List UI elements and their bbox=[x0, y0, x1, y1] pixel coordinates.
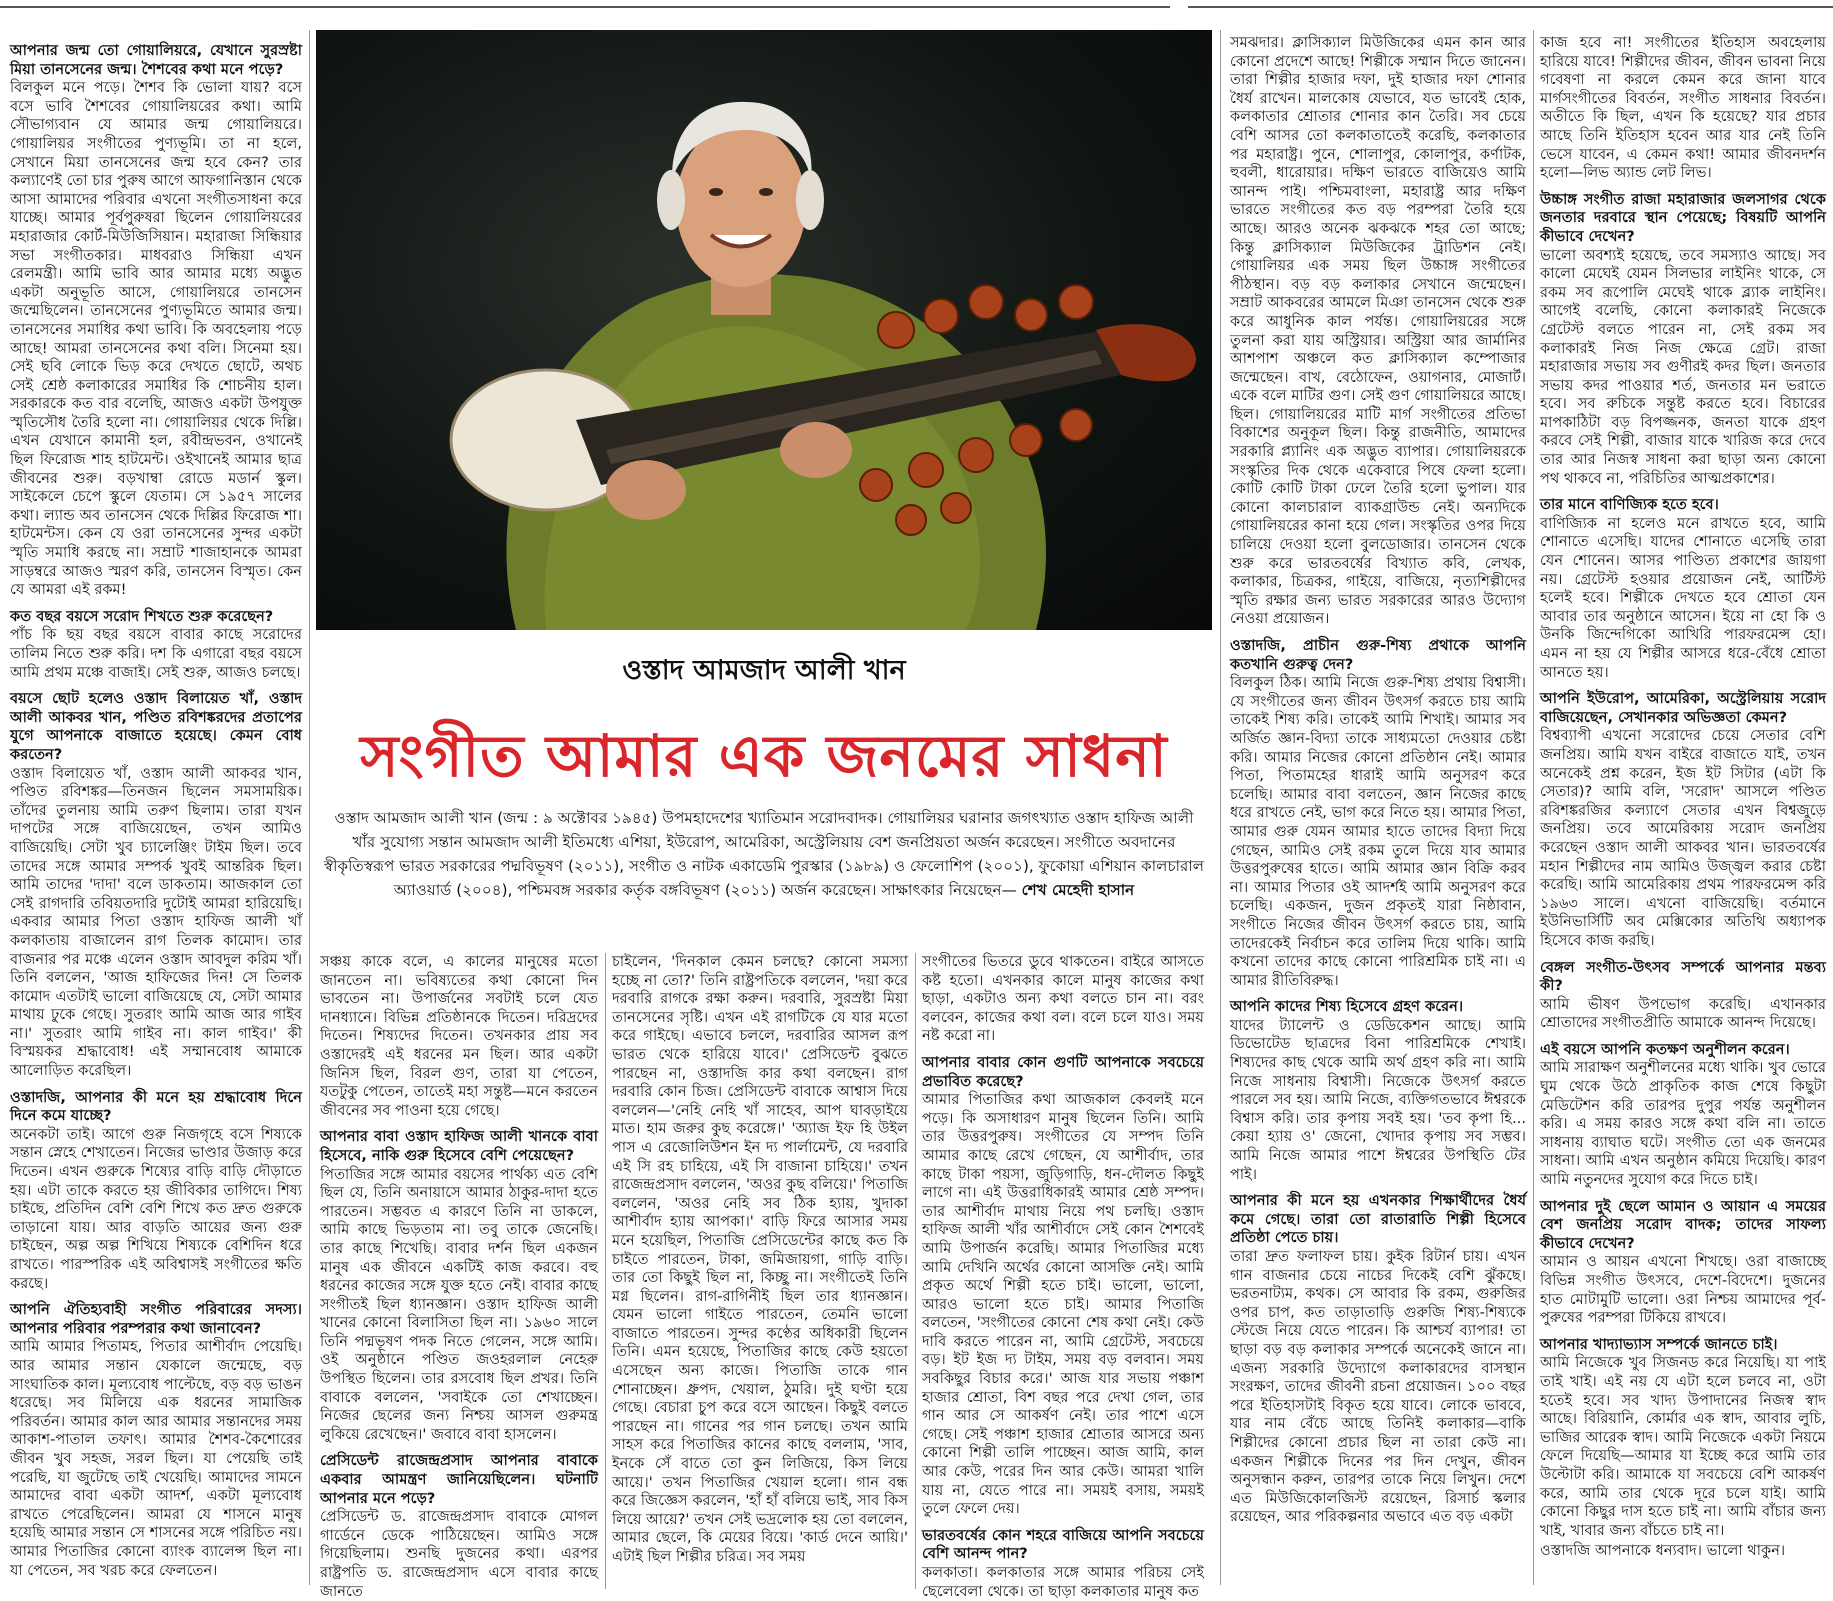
answer: প্রেসিডেন্ট ড. রাজেন্দ্রপ্রসাদ বাবাকে মোগল গার্ডেনে ডেকে পাঠিয়েছেন। আমিও সঙ্গে গিয়েছিলাম। শুনছি দুজনের কথা। এরপর রাষ্ট্রপতি ড. রাজেন্দ্রপ্রসাদ এসে বাবার কাছে জানতে bbox=[320, 1508, 598, 1600]
article-column-4 bbox=[922, 953, 1204, 1600]
answer: চাইলেন, 'দিনকাল কেমন চলছে? কোনো সমস্যা হচ্ছে না তো?' তিনি রাষ্ট্রপতিকে বললেন, 'দয়া করে দরবারি রাগকে রক্ষা করুন। দরবারি, সুরস্রষ্টা মিয়া তানসেনের সৃষ্টি। এখন এই রাগটিকে যে যার মতো করে গাইছে। এভাবে চললে, দরবারির আসল রূপ ভারত থেকে হারিয়ে যাবে।' প্রেসিডেন্ট বুঝতে পারছেন না, ওস্তাদজি কার কথা বলছেন। রাগ দরবারি কোন চিজ। প্রেসিডেন্ট বাবাকে আশ্বাস দিয়ে বললেন—'নেহি নেহি খাঁ সাহেব, আপ ঘাবড়াইয়ে মাত। হাম জরুর কুছ করেঙ্গে।' 'অ্যাজ ইফ হি উইল পাস এ রেজোলিউশন ইন দ্য পার্লামেন্ট, যে দরবারি এই সি রহ চাহিয়ে, এই সি বাজানা চাহিয়ে।' তখন রাজেন্দ্রপ্রসাদ বললেন, 'অওর কুছ বলিয়ে।' পিতাজি বললেন, 'অওর নেহি সব ঠিক হ্যায়, খুদাকা আশীর্বাদ হ্যায় আপকা।' বাড়ি ফিরে আসার সময় মনে হয়েছিল, পিতাজি প্রেসিডেন্টের কাছে কত কি চাইতে পারতেন, টাকা, জমিজায়গা, গাড়ি বাড়ি। তার তো কিছুই ছিল না, কিচ্ছু না। সংগীতেই তিনি মগ্ন ছিলেন। রাগ-রাগিনীই ছিল তার ধ্যানজ্ঞান। যেমন ভালো গাইতে পারতেন, তেমনি ভালো বাজাতে পারতেন। সুন্দর কণ্ঠের অধিকারী ছিলেন তিনি। এমন হয়েছে, পিতাজির কাছে কেউ হয়তো এসেছেন অন্য কাজে। পিতাজি তাকে গান শোনাচ্ছেন। ধ্রুপদ, খেয়াল, ঠুমরি। দুই ঘণ্টা হয়ে গেছে। বেচারা চুপ করে বসে আছেন। কিছুই বলতে পারছেন না। গানের পর গান চলছে। তখন আমি সাহস করে পিতাজির কানের কাছে বললাম, 'সাব, ইনকে সেঁ বাতে তো কুন লিজিয়ে, কিস লিয়ে আয়ে।' তখন পিতাজির খেয়াল হলো। গান বন্ধ করে জিজ্ঞেস করলেন, 'হাঁ হাঁ বলিয়ে ভাই, সাব কিস লিয়ে আয়ে?' তখন সেই ভদ্রলোক হয় তো বললেন, আমার ছেলে, কি মেয়ের বিয়ে। 'কার্ড দেনে আয়ি।' এটাই ছিল শিল্পীর চরিত্র। সব সময় bbox=[612, 953, 908, 1565]
answer: আমার পিতাজির কথা আজকাল কেবলই মনে পড়ে। কি অসাধারণ মানুষ ছিলেন তিনি। আমি তার উত্তরপুরুষ। সংগীতের যে সম্পদ তিনি আমার কাছে রেখে গেছেন, যে আশীর্বাদ, তার কাছে টাকা পয়সা, জুড়িগাড়ি, ধন-দৌলত কিছুই লাগে না। এই উত্তরাধিকারই আমার শ্রেষ্ঠ সম্পদ। তার আশীর্বাদ মাথায় নিয়ে পথ চলছি। ওস্তাদ হাফিজ আলী খাঁর আশীর্বাদে সেই কোন শৈশবেই আমি উপার্জন করেছি। আমার পিতাজির মধ্যে আমি দেখিনি অর্থের কোনো আসক্তি নেই। আমি প্রকৃত অর্থে শিল্পী হতে চাই। ভালো, ভালো, আরও ভালো হতে চাই। আমার পিতাজি বলতেন, 'সংগীতের কোনো শেষ কথা নেই। কেউ দাবি করতে পারেন না, আমি গ্রেটেস্ট, সবচেয়ে বড়। ইট ইজ দ্য টাইম, সময় বড় বলবান। সময় সবকিছুর বিচার করে।' আজ যার সভায় পঞ্চাশ হাজার শ্রোতা, বিশ বছর পরে দেখা গেল, তার গান আর সে আকর্ষণ নেই। তার পাশে এসে গেছে। সেই পঞ্চাশ হাজার শ্রোতার আসরে অন্য কোনো শিল্পী তালি পাচ্ছেন। আজ আমি, কাল আর কেউ, পরের দিন আর কেউ। আমরা খালি যায় না, যেতে পারে না। সময়ই বসায়, সময়ই তুলে ফেলে দেয়। bbox=[922, 1091, 1204, 1518]
question: আপনার দুই ছেলে আমান ও আয়ান এ সময়ের বেশ জনপ্রিয় সরোদ বাদক; তাদের সাফল্য কীভাবে দেখেন? bbox=[1540, 1197, 1826, 1252]
question: আপনার বাবা ওস্তাদ হাফিজ আলী খানকে বাবা হিসেবে, নাকি গুরু হিসেবে বেশি পেয়েছেন? bbox=[320, 1128, 598, 1164]
question: আপনার কী মনে হয় এখনকার শিক্ষার্থীদের ধৈর্য কমে গেছে। তারা তো রাতারাতি শিল্পী হিসেবে প্রতিষ্ঠা পেতে চায়। bbox=[1230, 1192, 1526, 1247]
answer: অনেকটা তাই। আগে গুরু নিজগৃহে বসে শিষ্যকে সন্তান স্নেহে শেখাতেন। নিজের ভাণ্ডার উজাড় করে দিতেন। এখন গুরুকে শিষ্যের বাড়ি বাড়ি দৌড়াতে হয়। এটা তাকে করতে হয় জীবিকার তাগিদে। শিষ্য চাইছে, প্রতিদিন বেশি বেশি শিখে কত দ্রুত গুরুকে তাড়ানো যায়। আর বাড়তি আয়ের জন্য গুরু চাইছেন, অল্প অল্প শিখিয়ে শিষ্যকে বেশিদিন ধরে রাখতে। পারস্পরিক এই অবিশ্বাসই সংগীতের ক্ষতি করছে। bbox=[10, 1125, 302, 1292]
question: ভারতবর্ষের কোন শহরে বাজিয়ে আপনি সবচেয়ে বেশি আনন্দ পান? bbox=[922, 1526, 1204, 1563]
answer: কাজ হবে না! সংগীতের ইতিহাস অবহেলায় হারিয়ে যাবে! শিল্পীদের জীবন, জীবন ভাবনা নিয়ে গবেষণা না করলে কেমন করে জানা যাবে মার্গসংগীতের বিবর্তন, সংগীত সাধনার বিবর্তন। অতীতে কি ছিল, এখন কি হয়েছে? যার প্রচার আছে তিনি ইতিহাস হবেন আর যার নেই তিনি ভেসে যাবেন, এ কেমন কথা! আমার জীবনদর্শন হলো—লিভ অ্যান্ড লেট লিভ। bbox=[1540, 34, 1826, 182]
article-column-6 bbox=[1540, 34, 1826, 1589]
question: আপনি ঐতিহ্যবাহী সংগীত পরিবারের সদস্য। আপনার পরিবার পরম্পরার কথা জানাবেন? bbox=[10, 1301, 302, 1337]
question: আপনার জন্ম তো গোয়ালিয়রে, যেখানে সুরস্রষ্টা মিয়া তানসেনের জন্ম। শৈশবের কথা মনে পড়ে? bbox=[10, 42, 302, 78]
answer: আমি আমার পিতামহ, পিতার আশীর্বাদ পেয়েছি। আর আমার সন্তান যেকালে জন্মেছে, বড় সাংঘাতিক কাল। মূল্যবোধ পাল্টেছে, বড় বড় ভাঙন ধরেছে। সব মিলিয়ে এক ধরনের সামাজিক পরিবর্তন। আমার কাল আর আমার সন্তানদের সময় আকাশ-পাতাল তফাৎ। আমার শৈশব-কৈশোরের জীবন খুব সহজ, সরল ছিল। যা পেয়েছি তাই পরেছি, যা জুটেছে তাই খেয়েছি। আমাদের সামনে আমাদের বাবা একটা আদর্শ, একটা মূল্যবোধ রাখতে পেরেছিলেন। আমরা যে শাসনে মানুষ হয়েছি আমার সন্তান সে শাসনের সঙ্গে পরিচিত নয়। আমার পিতাজির কোনো ব্যাংক ব্যালেন্স ছিল না। যা পেতেন, সব খরচ করে ফেলতেন। bbox=[10, 1338, 302, 1579]
sarod-player-illustration bbox=[316, 30, 1212, 630]
answer: আমান ও আয়ন এখনো শিখছে। ওরা বাজাচ্ছে বিভিন্ন সংগীত উৎসবে, দেশে-বিদেশে। দুজনের হাত মোটামুটি ভালো। ওরা নিশ্চয় আমাদের পূর্ব-পুরুষের পরম্পরা টিকিয়ে রাখবে। bbox=[1540, 1253, 1826, 1327]
intro-paragraph bbox=[322, 806, 1206, 902]
answer: যাদের ট্যালেন্ট ও ডেডিকেশন আছে। আমি ডিভোটেড ছাত্রদের বিনা পারিশ্রমিকে শেখাই। শিষ্যদের কাছ থেকে আমি অর্থ গ্রহণ করি না। আমি নিজে সাধনায় বিশ্বাসী। নিজেকে উৎসর্গ করতে পারলে সব হয়। আমি নিজে, ব্যক্তিগতভাবে ঈশ্বরকে বিশ্বাস করি। তার কৃপায় সবই হয়। 'তব কৃপা হি... কেয়া হ্যায় ও' জেনো, খোদার কৃপায় সব সম্ভব। আমি নিজে আমার পাশে ঈশ্বরের উপস্থিতি টের পাই। bbox=[1230, 1016, 1526, 1183]
answer: ভালো অবশ্যই হয়েছে, তবে সমস্যাও আছে। সব কালো মেঘেই যেমন সিলভার লাইনিং থাকে, সে রকম সব রূপোলি মেঘেই থাকে ব্ল্যাক লাইনিং। আগেই বলেছি, কোনো কলাকারই নিজেকে গ্রেটেস্ট বলতে পারেন না, সেই রকম সব কলাকারই নিজ নিজ ক্ষেত্রে গ্রেট। রাজা মহারাজার সভায় সব গুণীরই কদর ছিল। জনতার সভায় কদর পাওয়ার শর্ত, জনতার মন ভরাতে হবে। সব রুচিকে সন্তুষ্ট করতে হবে। বিচারের মাপকাঠিটা বড় বিপজ্জনক, জনতা যাকে গ্রহণ করবে সেই শিল্পী, বাজার যাকে খারিজ করে দেবে তার আর নিজস্ব সাধনা করা ছাড়া অন্য কোনো পথ থাকবে না, পরিচিতির আত্মপ্রকাশের। bbox=[1540, 246, 1826, 487]
answer: বিশ্বব্যাপী এখনো সরোদের চেয়ে সেতার বেশি জনপ্রিয়। আমি যখন বাইরে বাজাতে যাই, তখন অনেকেই প্রশ্ন করেন, ইজ ইট সিটার (এটা কি সেতার)? আমি বলি, 'সরোদ' আসলে পণ্ডিত রবিশঙ্করজির কল্যাণে সেতার এখন বিশ্বজুড়ে জনপ্রিয়। তবে আমেরিকায় সরোদ জনপ্রিয় করেছেন ওস্তাদ আলী আকবর খান। ভারতবর্ষের মহান শিল্পীদের নাম আমিও উজ্জ্বল করার চেষ্টা করেছি। আমি আমেরিকায় প্রথম পারফরমেন্স করি ১৯৬৩ সালে। এখনো বাজিয়েছি। বর্তমানে ইউনিভার্সিটি অব মেক্সিকোর অতিথি অধ্যাপক হিসেবে কাজ করছি। bbox=[1540, 727, 1826, 949]
article-column-5 bbox=[1230, 34, 1526, 1589]
headline: সংগীত আমার এক জনমের সাধনা bbox=[360, 722, 1168, 790]
article-column-2 bbox=[320, 953, 598, 1600]
column-divider bbox=[605, 953, 606, 1589]
question: প্রেসিডেন্ট রাজেন্দ্রপ্রসাদ আপনার বাবাকে একবার আমন্ত্রণ জানিয়েছিলেন। ঘটনাটি আপনার মনে পড়ে? bbox=[320, 1452, 598, 1507]
interviewer-name: শেখ মেহেদী হাসান bbox=[1021, 881, 1135, 899]
article-column-3 bbox=[612, 953, 908, 1589]
top-rule-right bbox=[1188, 0, 1833, 8]
answer: ওস্তাদ বিলায়েত খাঁ, ওস্তাদ আলী আকবর খান, পণ্ডিত রবিশঙ্কর—তিনজন ছিলেন সমসাময়িক। তাঁদের তুলনায় আমি তরুণ ছিলাম। তারা যখন দাপটের সঙ্গে বাজিয়েছেন, তখন আমিও বাজিয়েছি। সেটা খুব চ্যালেঞ্জিং টাইম ছিল। তবে তাদের সঙ্গে আমার সম্পর্ক খুবই আন্তরিক ছিল। আমি তাদের 'দাদা' বলে ডাকতাম। আজকাল তো সেই রাগদারি তবিয়তদারি দুটোই আমরা হারিয়েছি। একবার আমার পিতা ওস্তাদ হাফিজ আলী খাঁ কলকাতায় বাজালেন রাগ তিলক কামোদ। তার বাজনার পর মঞ্চে এলেন ওস্তাদ আবদুল করিম খাঁ। তিনি বললেন, 'আজ হাফিজের দিন! সে তিলক কামোদ এতটাই ভালো বাজিয়েছে যে, সেটা আমার মাথায় ঢুকে গেছে। সুতরাং আমি আজ আর গাইব না।' সুতরাং আমি গাইব না। কাল গাইব।' কী বিস্ময়কর শ্রদ্ধাবোধ! এই সম্মানবোধ আমাকে আলোড়িত করেছিল। bbox=[10, 764, 302, 1080]
question: বেঙ্গল সংগীত-উৎসব সম্পর্কে আপনার মন্তব্য কী? bbox=[1540, 958, 1826, 995]
answer: আমি সারাক্ষণ অনুশীলনের মধ্যে থাকি। খুব ভোরে ঘুম থেকে উঠে প্রাকৃতিক কাজ শেষে কিছুটা মেডিটেশন করি তারপর দুপুর পর্যন্ত অনুশীলন করি। এ সময় কারও সঙ্গে কথা বলি না। তাতে সাধনায় ব্যাঘাত ঘটে। সংগীত তো এক জনমের সাধনা। আমি এখন অনুষ্ঠান কমিয়ে দিয়েছি। কারণ আমি নতুনদের সুযোগ করে দিতে চাই। bbox=[1540, 1059, 1826, 1189]
answer: আমি নিজেকে খুব সিজনড করে নিয়েছি। যা পাই তাই খাই। এই নয় যে এটা হলে চলবে না, ওটা হতেই হবে। সব খাদ্য উপাদানের নিজস্ব স্বাদ আছে। বিরিয়ানি, কোর্মার এক স্বাদ, আবার লুচি, ভাজির আরেক স্বাদ। আমি নিজেকে একটা নিয়মে ফেলে দিয়েছি—আমার যা ইচ্ছে করে আমি তার উল্টোটা করি। আমাকে যা সবচেয়ে বেশি আকর্ষণ করে, আমি তার থেকে দূরে চলে যাই। আমি কোনো কিছুর দাস হতে চাই না। আমি বাঁচার জন্য খাই, খাবার জন্য বাঁচতে চাই না। bbox=[1540, 1354, 1826, 1539]
column-divider bbox=[309, 30, 310, 1585]
answer: সংগীতের ভিতরে ডুবে থাকতেন। বাইরে আসতে কষ্ট হতো। এখনকার কালে মানুষ কাজের কথা ছাড়া, একটাও অন্য কথা বলতে চান না। বরং বলবেন, কাজের কথা বল। বলে চলে যাও। সময় নষ্ট করো না। bbox=[922, 953, 1204, 1045]
answer: কলকাতা। কলকাতার সঙ্গে আমার পরিচয় সেই ছেলেবেলা থেকে। তা ছাড়া কলকাতার মানুষ কত bbox=[922, 1564, 1204, 1600]
question: আপনি কাদের শিষ্য হিসেবে গ্রহণ করেন। bbox=[1230, 998, 1464, 1016]
question: আপনি ইউরোপ, আমেরিকা, অস্ট্রেলিয়ায় সরোদ বাজিয়েছেন, সেখানকার অভিজ্ঞতা কেমন? bbox=[1540, 690, 1826, 726]
answer: পিতাজির সঙ্গে আমার বয়সের পার্থক্য এত বেশি ছিল যে, তিনি অনায়াসে আমার ঠাকুর-দাদা হতে পারতেন। সম্ভবত এ কারণে তিনি না ডাকলে, আমি কাছে ভিড়তাম না। তবু তাকে জেনেছি। তার কাছে শিখেছি। বাবার দর্শন ছিল একজন মানুষ এক জীবনে একটিই কাজ করবে। বহু ধরনের কাজের সঙ্গে যুক্ত হতে নেই। বাবার কাছে সংগীতই ছিল ধ্যানজ্ঞান। ওস্তাদ হাফিজ আলী খানের কোনো বিলাসিতা ছিল না। ১৯৬০ সালে তিনি পদ্মভূষণ পদক নিতে গেলেন, সঙ্গে আমি। ওই অনুষ্ঠানে পণ্ডিত জওহরলাল নেহেরু উপস্থিত ছিলেন। তার রসবোধ ছিল প্রখর। তিনি বাবাকে বললেন, 'সবাইকে তো শেখাচ্ছেন। নিজের ছেলের জন্য নিশ্চয় আসল গুরুমন্ত্র লুকিয়ে রেখেছেন।' জবাবে বাবা হাসলেন। bbox=[320, 1165, 598, 1443]
answer: বিলকুল ঠিক। আমি নিজে গুরু-শিষ্য প্রথায় বিশ্বাসী। যে সংগীতের জন্য জীবন উৎসর্গ করতে চায় আমি তাকেই শিষ্য করি। তাকেই আমি শিখাই। আমার সব অর্জিত জ্ঞান-বিদ্যা তাকে সাধ্যমতো দেওয়ার চেষ্টা করি। আমার নিজের কোনো প্রতিষ্ঠান নেই। আমার পিতা, পিতামহের ধারাই আমি অনুসরণ করে চলেছি। আমার বাবা বলতেন, জ্ঞান নিজের কাছে ধরে রাখতে নেই, ভাগ করে নিতে হয়। আমার পিতা, আমার গুরু যেমন আমার হাতে তাদের বিদ্যা দিয়ে গেছেন, আমিও সেই রকম তুলে দিয়ে যাব আমার উত্তরপুরুষের হাতে। আমি আমার জ্ঞান বিক্রি করব না। আমার পিতার ওই আদর্শই আমি অনুসরণ করে চলেছি। একজন, দুজন প্রকৃতই যারা নিষ্ঠাবান, সংগীতে নিজের জীবন উৎসর্গ করতে চায়, আমি তাদেরকেই নির্বাচন করে তালিম দিয়ে থাকি। আমি কখনো তাদের কাছে কোনো পারিশ্রমিক চাই না। এ আমার রীতিবিরুদ্ধ। bbox=[1230, 674, 1526, 989]
question: আপনার খাদ্যাভ্যাস সম্পর্কে জানতে চাই। bbox=[1540, 1335, 1778, 1353]
question: ওস্তাদজি, প্রাচীন গুরু-শিষ্য প্রথাকে আপনি কতখানি গুরুত্ব দেন? bbox=[1230, 637, 1526, 673]
answer: সঞ্চয় কাকে বলে, এ কালের মানুষের মতো জানতেন না। ভবিষ্যতের কথা কোনো দিন ভাবতেন না। উপার্জনের সবটাই চলে যেত দানধ্যানে। বিভিন্ন প্রতিষ্ঠানকে দিতেন। দরিদ্রদের দিতেন। শিষ্যদের দিতেন। তখনকার প্রায় সব ওস্তাদেরই এই ধরনের মন ছিল। আর একটা জিনিস ছিল, বিরল গুণ, তারা যা পেতেন, যতটুকু পেতেন, তাতেই মহা সন্তুষ্ট—মনে করতেন জীবনের সব পাওনা হয়ে গেছে। bbox=[320, 953, 598, 1119]
top-rule-left bbox=[0, 0, 1170, 8]
question: তার মানে বাণিজ্যিক হতে হবে। bbox=[1540, 496, 1719, 514]
answer: ওস্তাদজি আপনাকে ধন্যবাদ। ভালো থাকুন। bbox=[1540, 1542, 1786, 1560]
question: উচ্চাঙ্গ সংগীত রাজা মহারাজার জলসাগর থেকে জনতার দরবারে স্থান পেয়েছে; বিষয়টি আপনি কীভাবে দেখেন? bbox=[1540, 190, 1826, 245]
photo-caption: ওস্তাদ আমজাদ আলী খান bbox=[622, 655, 906, 686]
column-divider bbox=[1533, 30, 1534, 1585]
answer: তারা দ্রুত ফলাফল চায়। কুইক রিটার্ন চায়। এখন গান বাজনার চেয়ে নাচের দিকেই বেশি ঝুঁকছে। ভরতনাট্যম, কথক। সে আবার কি রকম, গুরুজির ওপর চাপ, কত তাড়াতাড়ি গুরুজি শিষ্য-শিষ্যকে স্টেজে নিয়ে যেতে পারেন। কি আশ্চর্য ব্যাপার! তা ছাড়া বড় বড় কলাকার সম্পর্কে অনেকেই জানে না। এজন্য সরকারি উদ্যোগে কলাকারদের বাসস্থান সংরক্ষণ, তাদের জীবনী রচনা প্রয়োজন। ১০০ বছর পরে ইতিহাসটাই বিকৃত হয়ে যাবে। লোকে ভাববে, যার নাম বেঁচে আছে তিনিই কলাকার—বাকি শিল্পীদের কোনো প্রচার ছিল না তারা কেউ না। একজন শিল্পীকে দিনের পর দিন দেখুন, জীবন অনুসন্ধান করুন, তারপর তাকে নিয়ে লিখুন। দেশে এত মিউজিকোলজিস্ট রয়েছেন, রিসার্চ স্কলার রয়েছেন, আর পরিকল্পনার অভাবে এত বড় একটা bbox=[1230, 1248, 1526, 1526]
answer: পাঁচ কি ছয় বছর বয়সে বাবার কাছে সরোদের তালিম নিতে শুরু করি। দশ কি এগারো বছর বয়সে আমি প্রথম মঞ্চে বাজাই। সেই শুরু, আজও চলছে। bbox=[10, 626, 302, 681]
intro-text: ওস্তাদ আমজাদ আলী খান (জন্ম : ৯ অক্টোবর ১৯৪৫) উপমহাদেশের খ্যাতিমান সরোদবাদক। গোয়ালিয়র ঘরানার জগৎখ্যাত ওস্তাদ হাফিজ আলী খাঁর সুযোগ্য সন্তান আমজাদ আলী ইতিমধ্যে এশিয়া, ইউরোপ, আমেরিকা, অস্ট্রেলিয়ায় বেশ জনপ্রিয়তা অর্জন করেছেন। সংগীতে অবদানের স্বীকৃতিস্বরূপ ভারত সরকারের পদ্মবিভূষণ (২০১১), সংগীত ও নাটক একাডেমি পুরস্কার (১৯৮৯) ও ফেলোশিপ (২০০১), ফুকোয়া এশিয়ান কালচারাল অ্যাওয়ার্ড (২০০৪), পশ্চিমবঙ্গ সরকার কর্তৃক বঙ্গবিভূষণ (২০১১) অর্জন করেছেন। সাক্ষাৎকার নিয়েছেন— bbox=[323, 809, 1205, 899]
question: ওস্তাদজি, আপনার কী মনে হয় শ্রদ্ধাবোধ দিনে দিনে কমে যাচ্ছে? bbox=[10, 1088, 302, 1125]
question: এই বয়সে আপনি কতক্ষণ অনুশীলন করেন। bbox=[1540, 1040, 1790, 1058]
answer: বিলকুল মনে পড়ে। শৈশব কি ভোলা যায়? বসে বসে ভাবি শৈশবের গোয়ালিয়রের কথা। আমি সৌভাগ্যবান যে আমার জন্ম গোয়ালিয়রে। গোয়ালিয়র সংগীতের পুণ্যভূমি। তা না হলে, সেখানে মিয়া তানসেনের জন্ম হবে কেন? তার কল্যাণেই তো চার পুরুষ আগে আফগানিস্তান থেকে আসা আমাদের পরিবার এখনো সংগীতসাধনা করে যাচ্ছে। আমার পূর্বপুরুষরা ছিলেন গোয়ালিয়রের মহারাজার কোর্ট-মিউজিসিয়ান। মহারাজা সিন্ধিয়ার সভা সংগীতকার। মাধবরাও সিন্ধিয়া এখন রেলমন্ত্রী। আমি ভাবি আর আমার মধ্যে অদ্ভুত একটা অনুভূতি আসে, গোয়ালিয়রে তানসেন জন্মেছিলেন। তানসেনের পুণ্যভূমিতে আমার জন্ম। তানসেনের সমাধির কথা ভাবি। কি অবহেলায় পড়ে আছে! আমরা তানসেনের কথা বলি। সিনেমা হয়। সেই ছবি লোকে ভিড় করে দেখতে ছোটে, অথচ সেই শ্রেষ্ঠ কলাকারের সমাধির কি শোচনীয় হাল। সরকারকে কত বার বলেছি, আজও একটা উপযুক্ত স্মৃতিসৌধ তৈরি হলো না। গোয়ালিয়র থেকে দিল্লি। এখন যেখানে কামানী হল, রবীন্দ্রভবন, ওখানেই ছিল ফিরোজ শাহ হাটমেন্ট। ওইখানেই আমার ছাত্র জীবনের শুরু। বড়খাম্বা রোডে মডার্ন স্কুল। সাইকেলে চেপে স্কুলে যেতাম। সে ১৯৫৭ সালের কথা। ল্যান্ড অব তানসেন থেকে দিল্লির ফিরোজ শা। হাটমেন্টস। কেন যে ওরা তানসেনের সুন্দর একটা স্মৃতি সমাধি করছে না। সম্রাট শাজাহানকে আমরা সাড়ম্বরে আজও স্মরণ করি, তানসেন বিস্মৃত। কেন যে আমরা এই রকম! bbox=[10, 79, 302, 599]
column-divider bbox=[915, 953, 916, 1589]
answer: বাণিজ্যিক না হলেও মনে রাখতে হবে, আমি শোনাতে এসেছি। যাদের শোনাতে এসেছি তারা যেন শোনেন। আসর পাণ্ডিত্য প্রকাশের জায়গা নয়। গ্রেটেস্ট হওয়ার প্রয়োজন নেই, আর্টিস্ট হলেই হবে। শিল্পীকে দেখতে হবে শ্রোতা যেন আবার তার অনুষ্ঠানে আসেন। ইয়ে না হো কি ও উনকি জিন্দেগিকো আখিরি পারফরমেন্স হো। এমন না হয় যে শিল্পীর আসরে ধরে-বেঁধে শ্রোতা আনতে হয়। bbox=[1540, 514, 1826, 681]
musician-photo bbox=[316, 30, 1212, 630]
answer: সমঝদার। ক্লাসিক্যাল মিউজিকের এমন কান আর কোনো প্রদেশে আছে! শিল্পীকে সম্মান দিতে জানেন। তারা শিল্পীর হাজার দফা, দুই হাজার দফা শোনার ধৈর্য রাখেন। মালকোষ যেভাবে, যত ভাবেই হোক, কলকাতার শ্রোতার শোনার কান তৈরি। সব চেয়ে বেশি আসর তো কলকাতাতেই করেছি, কলকাতার পর মহারাষ্ট্র। পুনে, শোলাপুর, কোলাপুর, কর্ণাটক, হুবলী, ধারোয়ার। দক্ষিণ ভারতে বাজিয়েও আমি আনন্দ পাই। পশ্চিমবাংলা, মহারাষ্ট্র আর দক্ষিণ ভারতে সংগীতের কত বড় পরম্পরা তৈরি হয়ে আছে। আরও অনেক ঝকঝকে শহর তো আছে; কিন্তু ক্লাসিক্যাল মিউজিকের ট্রাডিশন নেই। গোয়ালিয়র এক সময় ছিল উচ্চাঙ্গ সংগীতের পীঠস্থান। বড় বড় কলাকার সেখানে জন্মেছেন। সম্রাট আকবরের আমলে মিঞা তানসেন থেকে শুরু করে আধুনিক কাল পর্যন্ত। গোয়ালিয়রের সঙ্গে তুলনা করা যায় অস্ট্রিয়ার। অস্ট্রিয়া আর জার্মানির আশপাশ অঞ্চলে কত ক্লাসিক্যাল কম্পোজার জন্মেছেন। বাখ, বেঠোফেন, ওয়াগনার, মোজার্ট। একে বলে মাটির গুণ। সেই গুণ গোয়ালিয়রে আছে। ছিল। গোয়ালিয়রের মাটি মার্গ সংগীতের প্রতিভা বিকাশের অনুকূল ছিল। কিন্তু রাজনীতি, আমাদের সরকারি প্ল্যানিং এক অদ্ভুত ব্যাপার। গোয়ালিয়রকে সংস্কৃতির দিক থেকে একেবারে পিষে ফেলা হলো। কোটি কোটি টাকা ঢেলে তৈরি হলো ভুপাল। যার কোনো কালচারাল ব্যাকগ্রাউন্ড নেই। অন্যদিকে গোয়ালিয়রের কানা হয়ে গেল। সংস্কৃতির ওপর দিয়ে চালিয়ে দেওয়া হলো বুলডোজার। তানসেন থেকে শুরু করে ভারতবর্ষের বিখ্যাত কবি, লেখক, কলাকার, চিত্রকর, গাইয়ে, বাজিয়ে, নৃত্যশিল্পীদের স্মৃতি রক্ষার জন্য ভারত সরকারের আরও উদ্যোগ নেওয়া প্রয়োজন। bbox=[1230, 34, 1526, 628]
top-decoration bbox=[0, 0, 1833, 8]
column-divider bbox=[1220, 30, 1221, 1585]
answer: আমি ভীষণ উপভোগ করেছি। এখানকার শ্রোতাদের সংগীতপ্রীতি আমাকে আনন্দ দিয়েছে। bbox=[1540, 995, 1826, 1032]
article-column-1 bbox=[10, 34, 302, 1589]
question: আপনার বাবার কোন গুণটি আপনাকে সবচেয়ে প্রভাবিত করেছে? bbox=[922, 1053, 1204, 1090]
question: কত বছর বয়সে সরোদ শিখতে শুরু করেছেন? bbox=[10, 607, 274, 625]
question: বয়সে ছোট হলেও ওস্তাদ বিলায়েত খাঁ, ওস্তাদ আলী আকবর খান, পণ্ডিত রবিশঙ্করদের প্রতাপের যুগে আপনাকে বাজাতে হয়েছে। কেমন বোধ করতেন? bbox=[10, 690, 302, 763]
